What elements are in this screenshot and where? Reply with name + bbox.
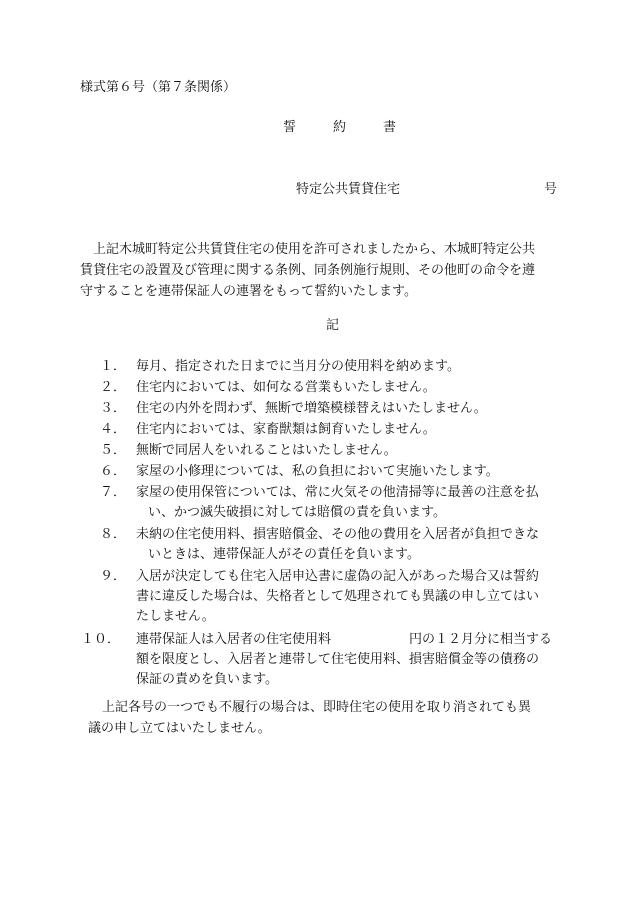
item-number: ６． (99, 464, 126, 479)
item-line: 毎月、指定された日までに当月分の使用料を納めます。 (136, 359, 460, 374)
item-number: ５． (99, 443, 126, 458)
item-number: ２． (99, 380, 126, 395)
item-body (136, 630, 552, 690)
item-number: １． (99, 359, 126, 374)
item-number: ４． (99, 422, 126, 437)
title-char-1: 誓 (283, 120, 299, 135)
title-char-2: 約 (333, 120, 349, 135)
ki-heading: 記 (326, 318, 340, 333)
item-line: 額を限度とし、入居者と連帯して住宅使用料、損害賠償金等の債務の (136, 652, 540, 667)
item-body (136, 525, 539, 565)
item-body (136, 462, 499, 482)
item-line: い、かつ滅失破損に対しては賠償の責を負います。 (148, 505, 446, 520)
item-line: 書に違反した場合は、失格者として処理されても異議の申し立てはい (136, 589, 540, 604)
closing-paragraph (88, 697, 532, 739)
item-line: 家屋の小修理については、私の負担において実施いたします。 (136, 464, 499, 479)
item-body (136, 567, 539, 627)
item-line: 住宅の内外を問わず、無断で増築模様替えはいたしません。 (136, 401, 487, 416)
item-line: 家屋の使用保管については、常に火気その他清掃等に最善の注意を払 (136, 485, 539, 500)
item-body (136, 399, 487, 419)
item-number: ８． (99, 527, 126, 542)
intro-paragraph (80, 239, 600, 302)
item-number: ７． (99, 485, 126, 500)
item-line: 連帯保証人は入居者の住宅使用料 円の１２月分に相当する (136, 632, 553, 647)
closing-line: 上記各号の一つでも不履行の場合は、即時住宅の使用を取り消されても異 (102, 700, 532, 715)
item-line: いときは、連帯保証人がその責任を負います。 (148, 547, 420, 562)
item-line: 住宅内においては、家畜獣類は飼育いたしません。 (136, 422, 436, 437)
item-body (136, 357, 460, 377)
item-line: 保証の責めを負います。 (136, 672, 278, 687)
closing-line: 議の申し立てはいたしません。 (88, 721, 271, 736)
item-line: 住宅内においては、如何なる営業もいたしません。 (136, 380, 436, 395)
item-body (136, 483, 539, 523)
document-title (283, 118, 398, 138)
item-body (136, 441, 397, 461)
intro-line: 上記木城町特定公共賃貸住宅の使用を許可されましたから、木城町特定公共 (80, 242, 536, 257)
item-body (136, 420, 436, 440)
item-number: ９． (99, 569, 126, 584)
item-number: ３． (99, 401, 126, 416)
item-line: たしません。 (136, 609, 215, 624)
item-number: １０． (80, 632, 120, 647)
item-body (136, 378, 436, 398)
intro-line: 守することを連帯保証人の連署をもって誓約いたします。 (80, 284, 417, 299)
item-line: 無断で同居人をいれることはいたしません。 (136, 443, 397, 458)
item-line: 未納の住宅使用料、損害賠償金、その他の費用を入居者が負担できな (136, 527, 540, 542)
title-char-3: 書 (383, 120, 399, 135)
housing-type-label: 特定公共賃貸住宅 (296, 182, 401, 197)
housing-number-label: 号 (544, 182, 558, 197)
item-line: 入居が決定しても住宅入居申込書に虚偽の記入があった場合又は誓約 (136, 569, 539, 584)
form-number: 様式第６号（第７条関係） (80, 80, 237, 95)
intro-line: 賃貸住宅の設置及び管理に関する条例、同条例施行規則、その他町の命令を遵 (80, 263, 536, 278)
